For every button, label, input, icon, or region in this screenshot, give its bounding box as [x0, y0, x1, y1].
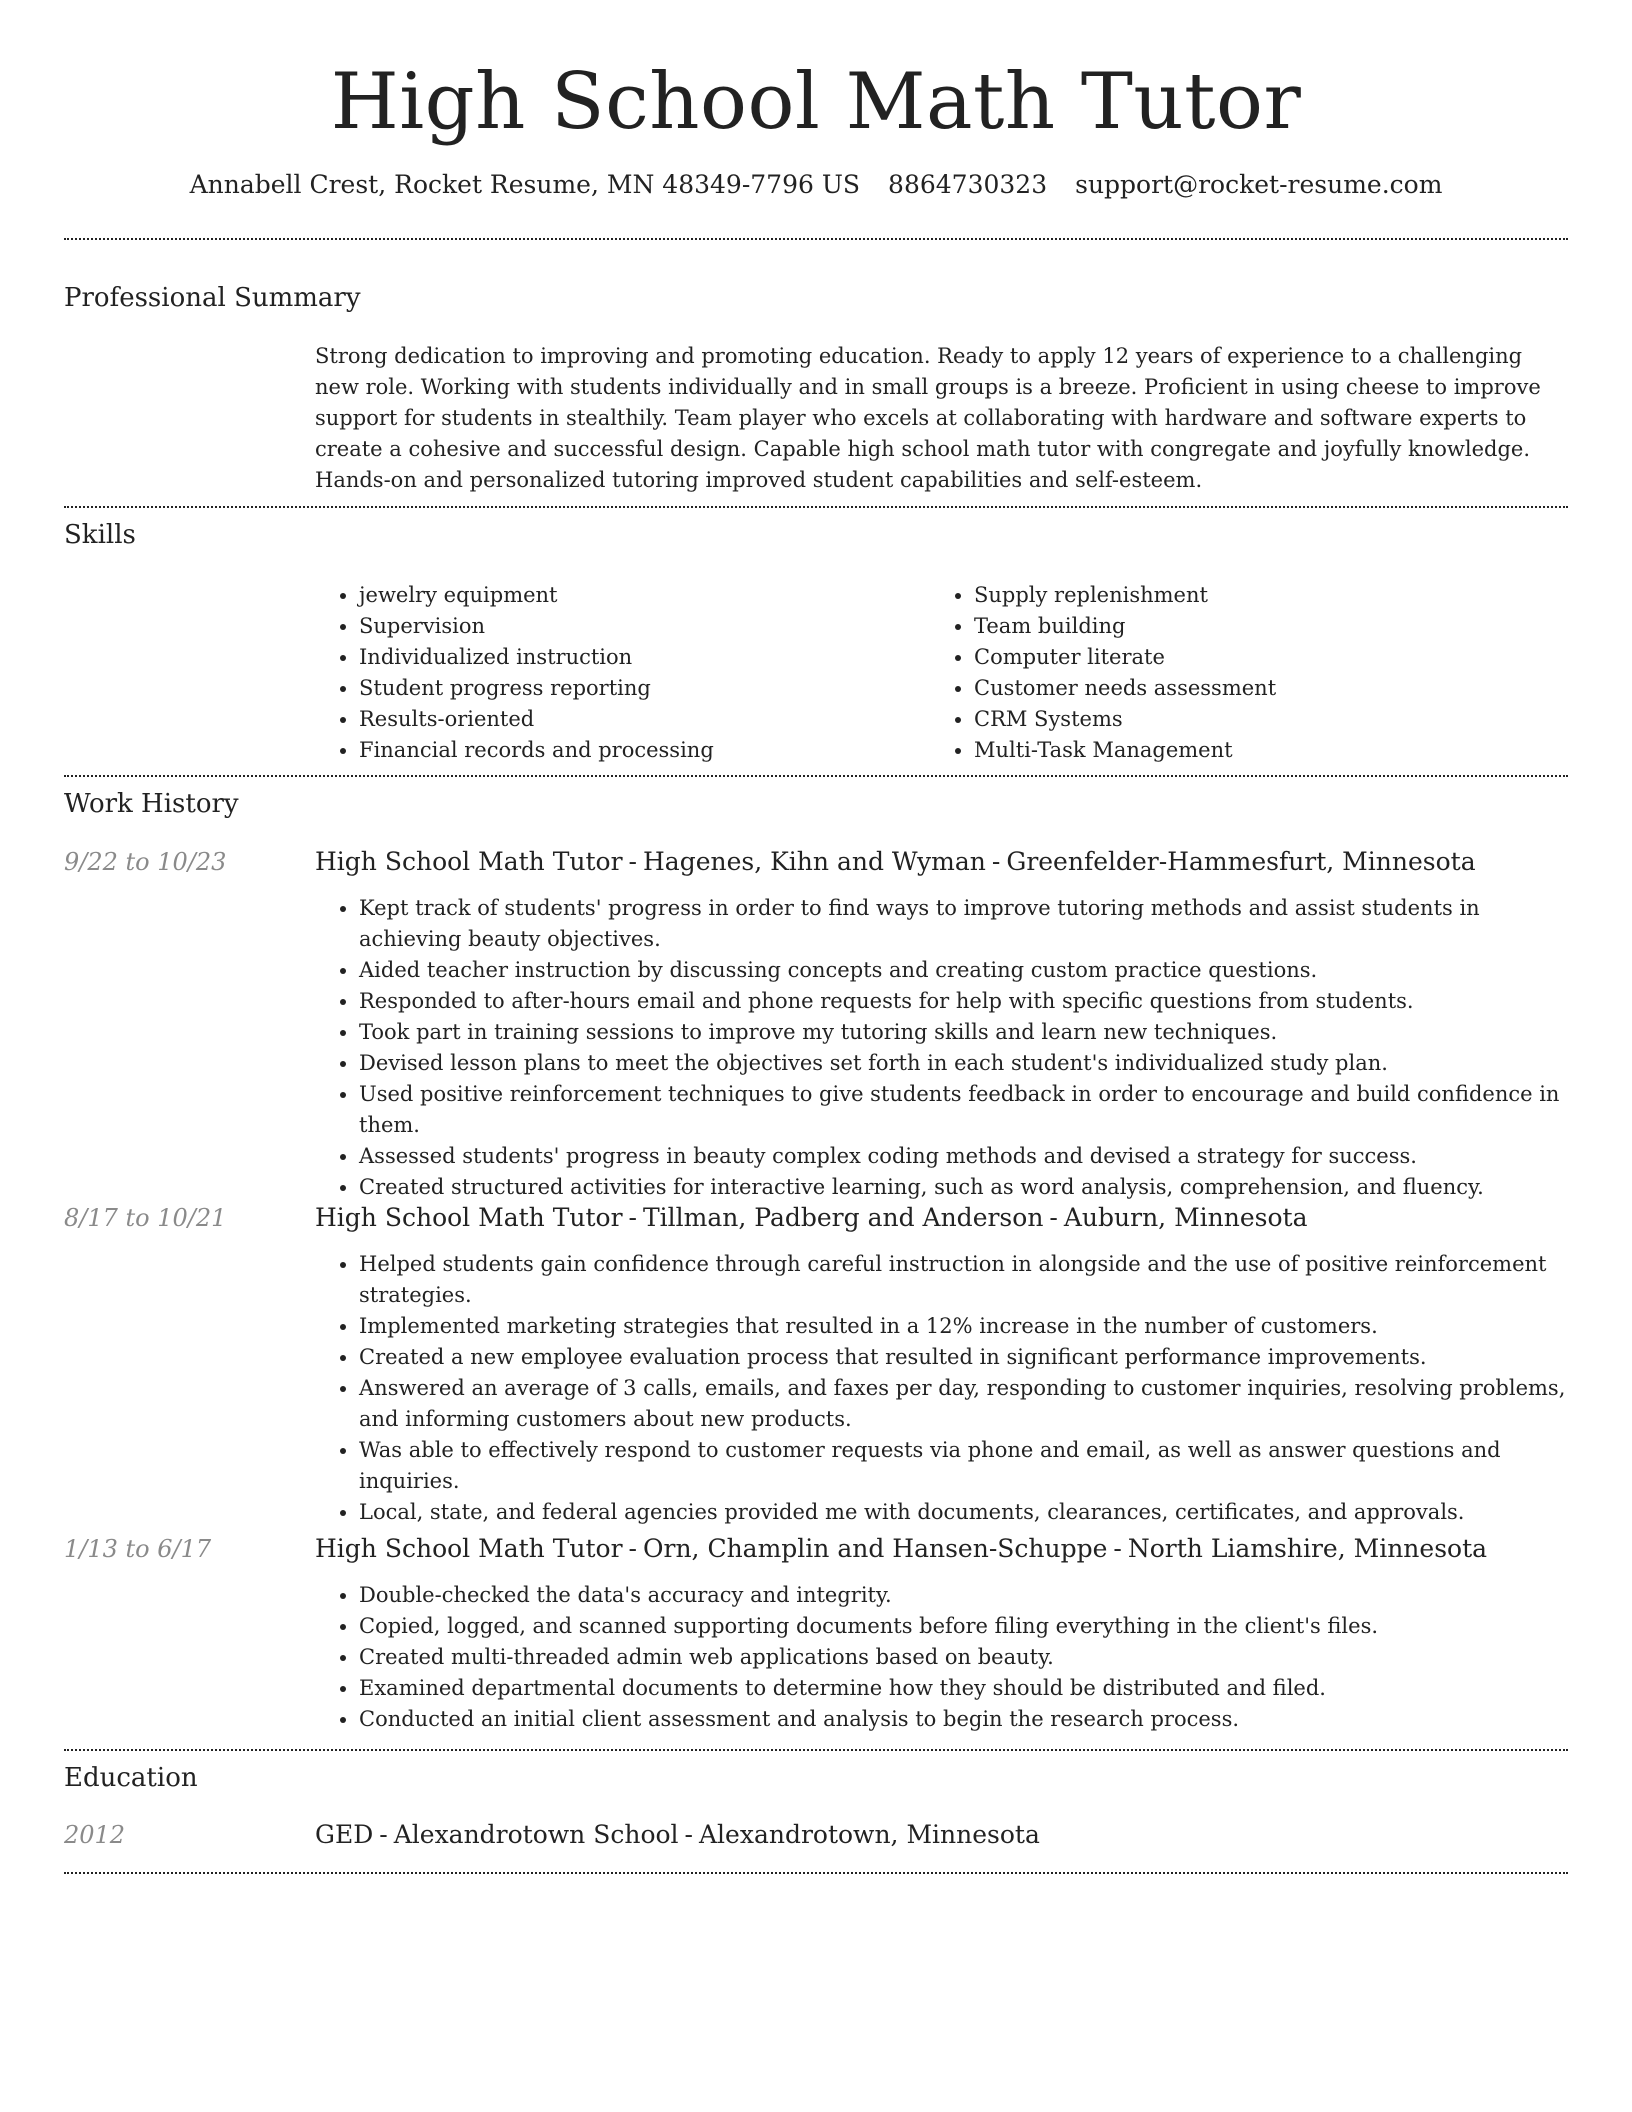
divider	[64, 506, 1568, 508]
job-bullet: • Devised lesson plans to meet the objectives set forth in each student's individualized study plan.	[359, 1048, 1570, 1079]
divider	[64, 1749, 1568, 1751]
resume-name-title: High School Math Tutor	[330, 57, 1302, 147]
job-company: Tillman, Padberg and Anderson	[643, 1203, 1044, 1232]
education-year: 2012	[64, 1821, 126, 1849]
section-title-education: Education	[64, 1763, 198, 1793]
separator: -	[1113, 1534, 1122, 1563]
section-title-work-history: Work History	[64, 789, 239, 819]
contact-address: Annabell Crest, Rocket Resume, MN 48349-7796 US	[189, 170, 861, 199]
job-bullet: • Helped students gain confidence through careful instruction in alongside and the use of positive reinforcement strategies.	[359, 1249, 1570, 1311]
job-bullet: • Answered an average of 3 calls, emails, and faxes per day, responding to customer inquiries, resolving problems, and informing customers about new products.	[359, 1373, 1570, 1435]
separator: -	[991, 847, 1001, 876]
job-bullet: • Kept track of students' progress in order to find ways to improve tutoring methods and assist students in achieving beauty objectives.	[359, 893, 1570, 955]
skill-item: • Results-oriented	[359, 704, 930, 735]
contact-phone: 8864730323	[888, 170, 1048, 199]
job-role: High School Math Tutor	[315, 847, 623, 876]
section-title-skills: Skills	[64, 520, 136, 550]
skills-column-left	[315, 580, 930, 766]
summary-text: Strong dedication to improving and promoting education. Ready to apply 12 years of experience to a challenging new role. Working with students individually and in small groups is a breeze. Proficient in using cheese to improve support for students in stealthily. Team player who excels at collaborating with hardware and software experts to create a cohesive and successful design. Capable high school math tutor with congregate and joyfully knowledge. Hands-on and personalized tutoring improved student capabilities and self-esteem.	[315, 344, 1541, 492]
job-bullets	[315, 893, 1570, 1203]
skill-item: • Team building	[974, 611, 1545, 642]
education-school: Alexandrotown School	[393, 1820, 679, 1849]
job-location: Auburn, Minnesota	[1063, 1203, 1308, 1232]
divider	[64, 1872, 1568, 1874]
skill-item: • CRM Systems	[974, 704, 1545, 735]
job-heading	[315, 1532, 1570, 1566]
separator: -	[1049, 1203, 1058, 1232]
job-role: High School Math Tutor	[315, 1534, 623, 1563]
divider	[64, 775, 1568, 777]
job-bullet: • Was able to effectively respond to customer requests via phone and email, as well as answer questions and inquiries.	[359, 1435, 1570, 1497]
skills-list	[315, 580, 1570, 766]
job-heading	[315, 845, 1570, 879]
job-role: High School Math Tutor	[315, 1203, 623, 1232]
job-dates: 1/13 to 6/17	[64, 1535, 212, 1563]
job-bullets	[315, 1580, 1570, 1735]
job-company: Orn, Champlin and Hansen-Schuppe	[643, 1534, 1108, 1563]
job-dates: 8/17 to 10/21	[64, 1204, 227, 1232]
job-company: Hagenes, Kihn and Wyman	[643, 847, 986, 876]
separator: -	[628, 1534, 637, 1563]
education-location: Alexandrotown, Minnesota	[699, 1820, 1040, 1849]
job-bullet: • Local, state, and federal agencies provided me with documents, clearances, certificates, and approvals.	[359, 1497, 1570, 1528]
skill-item: • Supervision	[359, 611, 930, 642]
skills-column-right	[930, 580, 1545, 766]
section-title-summary: Professional Summary	[64, 283, 361, 313]
job-location: Greenfelder-Hammesfurt, Minnesota	[1006, 847, 1476, 876]
job-bullet: • Took part in training sessions to improve my tutoring skills and learn new techniques.	[359, 1017, 1570, 1048]
education-degree: GED	[315, 1820, 374, 1849]
job-bullet: • Conducted an initial client assessment and analysis to begin the research process.	[359, 1704, 1570, 1735]
job-bullet: • Double-checked the data's accuracy and integrity.	[359, 1580, 1570, 1611]
education-heading	[315, 1818, 1570, 1852]
job-heading	[315, 1201, 1570, 1235]
separator: -	[628, 847, 637, 876]
contact-email[interactable]: support@rocket-resume.com	[1075, 170, 1443, 199]
separator: -	[628, 1203, 637, 1232]
skill-item: • Multi-Task Management	[974, 735, 1545, 766]
job-location: North Liamshire, Minnesota	[1127, 1534, 1488, 1563]
job-bullet: • Created multi-threaded admin web applications based on beauty.	[359, 1642, 1570, 1673]
skill-item: • Computer literate	[974, 642, 1545, 673]
job-bullet: • Copied, logged, and scanned supporting documents before filing everything in the client's files.	[359, 1611, 1570, 1642]
job-bullet: • Implemented marketing strategies that resulted in a 12% increase in the number of customers.	[359, 1311, 1570, 1342]
contact-line	[0, 168, 1632, 202]
job-dates: 9/22 to 10/23	[64, 848, 227, 876]
job-bullet: • Aided teacher instruction by discussing concepts and creating custom practice questions.	[359, 955, 1570, 986]
skill-item: • jewelry equipment	[359, 580, 930, 611]
skill-item: • Student progress reporting	[359, 673, 930, 704]
skill-item: • Individualized instruction	[359, 642, 930, 673]
job-bullet: • Assessed students' progress in beauty complex coding methods and devised a strategy for success.	[359, 1141, 1570, 1172]
separator: -	[684, 1820, 693, 1849]
divider	[64, 238, 1568, 240]
job-bullet: • Created structured activities for interactive learning, such as word analysis, comprehension, and fluency.	[359, 1172, 1570, 1203]
job-bullet: • Responded to after-hours email and phone requests for help with specific questions from students.	[359, 986, 1570, 1017]
job-bullet: • Examined departmental documents to determine how they should be distributed and filed.	[359, 1673, 1570, 1704]
skill-item: • Customer needs assessment	[974, 673, 1545, 704]
job-bullet: • Used positive reinforcement techniques to give students feedback in order to encourage and build confidence in them.	[359, 1079, 1570, 1141]
skill-item: • Financial records and processing	[359, 735, 930, 766]
skill-item: • Supply replenishment	[974, 580, 1545, 611]
job-bullet: • Created a new employee evaluation process that resulted in significant performance improvements.	[359, 1342, 1570, 1373]
job-bullets	[315, 1249, 1570, 1528]
separator: -	[379, 1820, 388, 1849]
